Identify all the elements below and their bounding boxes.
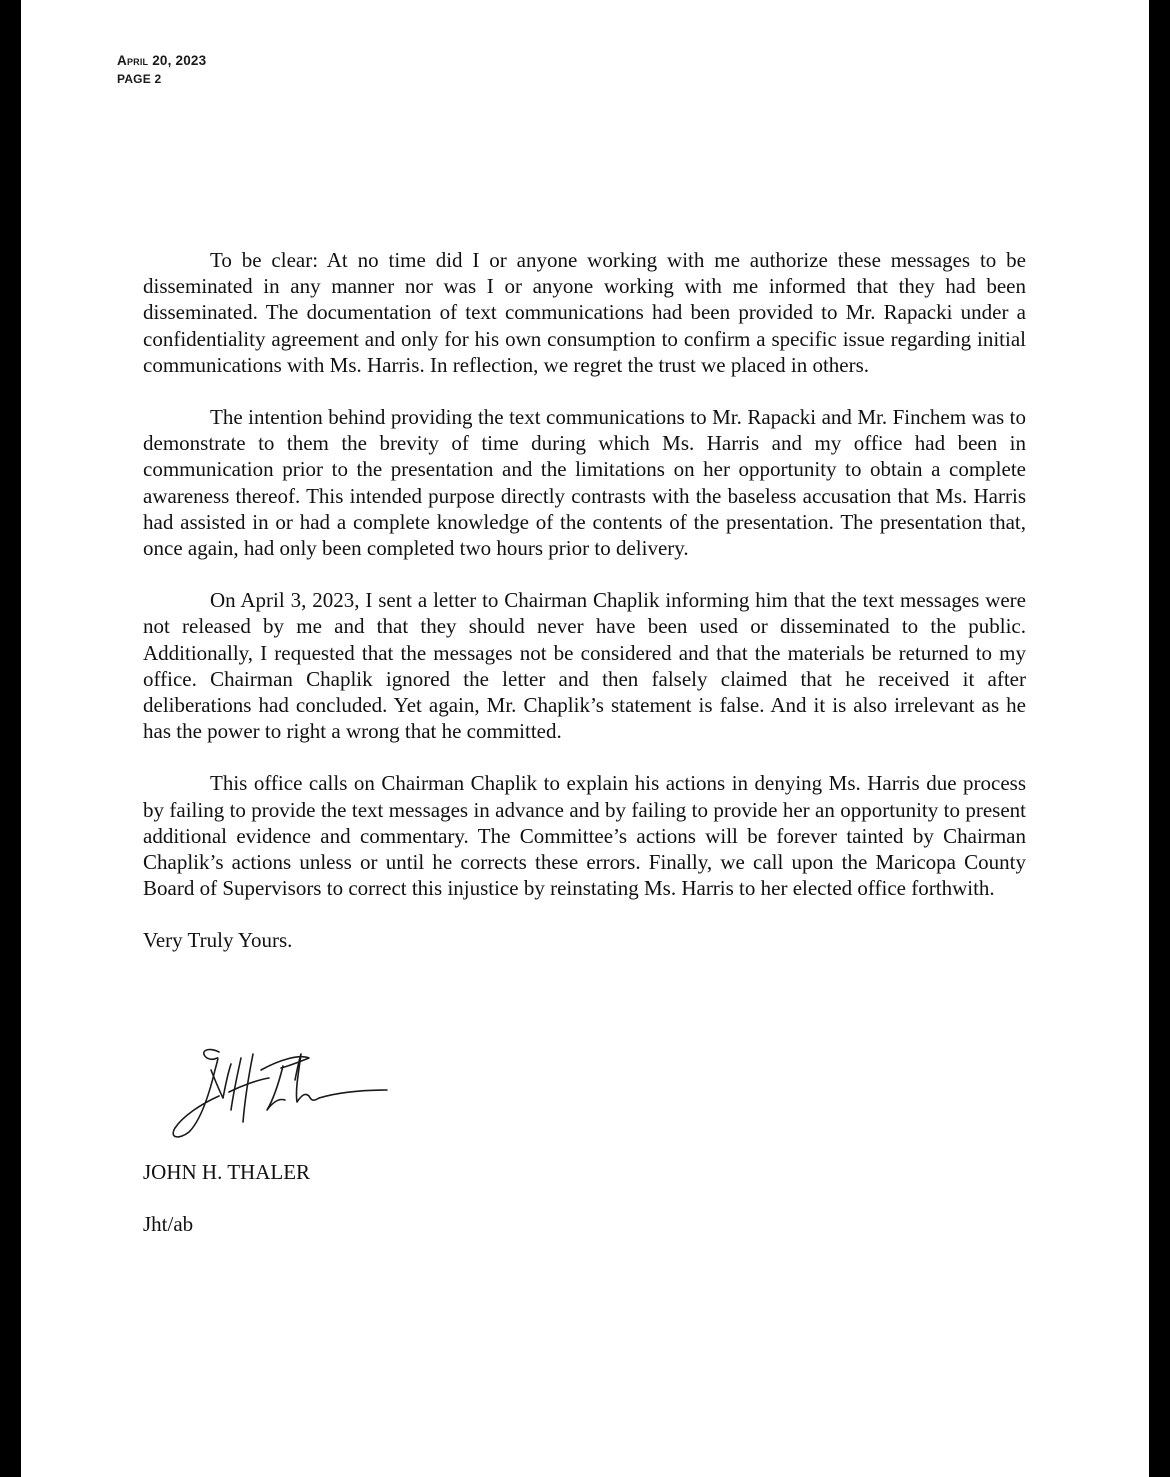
paragraph-3: On April 3, 2023, I sent a letter to Chairman Chaplik informing him that the text messages were not released by me and that they should never have been used or disseminated to the public. Additionally, I requested that the messages not be considered and that the materials be returned to my office. Chairman Chaplik ignored the letter and then falsely claimed that he received it after deliberations had concluded. Yet again, Mr. Chaplik’s statement is false. And it is also irrelevant as he has the power to right a wrong that he committed. bbox=[143, 588, 1026, 744]
letter-header bbox=[117, 51, 206, 89]
paragraph-4: This office calls on Chairman Chaplik to explain his actions in denying Ms. Harris due process by failing to provide the text messages in advance and by failing to provide her an opportunity to present additional evidence and commentary. The Committee’s actions will be forever tainted by Chairman Chaplik’s actions unless or until he corrects these errors. Finally, we call upon the Maricopa County Board of Supervisors to correct this injustice by reinstating Ms. Harris to her elected office forthwith. bbox=[143, 771, 1026, 901]
paragraph-1: To be clear: At no time did I or anyone working with me authorize these messages to be disseminated in any manner nor was I or anyone working with me informed that they had been disseminated. The documentation of text communications had been provided to Mr. Rapacki under a confidentiality agreement and only for his own consumption to confirm a specific issue regarding initial communications with Ms. Harris. In reflection, we regret the trust we placed in others. bbox=[143, 248, 1026, 377]
closing-salutation: Very Truly Yours. bbox=[143, 928, 293, 953]
letter-body bbox=[143, 247, 1026, 954]
header-date: April 20, 2023 bbox=[117, 53, 207, 68]
signer-name: JOHN H. THALER bbox=[143, 1160, 311, 1184]
handwritten-signature bbox=[149, 1040, 389, 1145]
letter-page bbox=[21, 0, 1149, 1477]
header-page-number: PAGE 2 bbox=[117, 72, 162, 86]
typist-initials: Jht/ab bbox=[143, 1212, 194, 1236]
paragraph-2: The intention behind providing the text communications to Mr. Rapacki and Mr. Finchem was to demonstrate to them the brevity of time during which Ms. Harris and my office had been in communication prior to the presentation and the limitations on her opportunity to obtain a complete awareness thereof. This intended purpose directly contrasts with the baseless accusation that Ms. Harris had assisted in or had a complete knowledge of the contents of the presentation. The presentation that, once again, had only been completed two hours prior to delivery. bbox=[143, 405, 1026, 561]
